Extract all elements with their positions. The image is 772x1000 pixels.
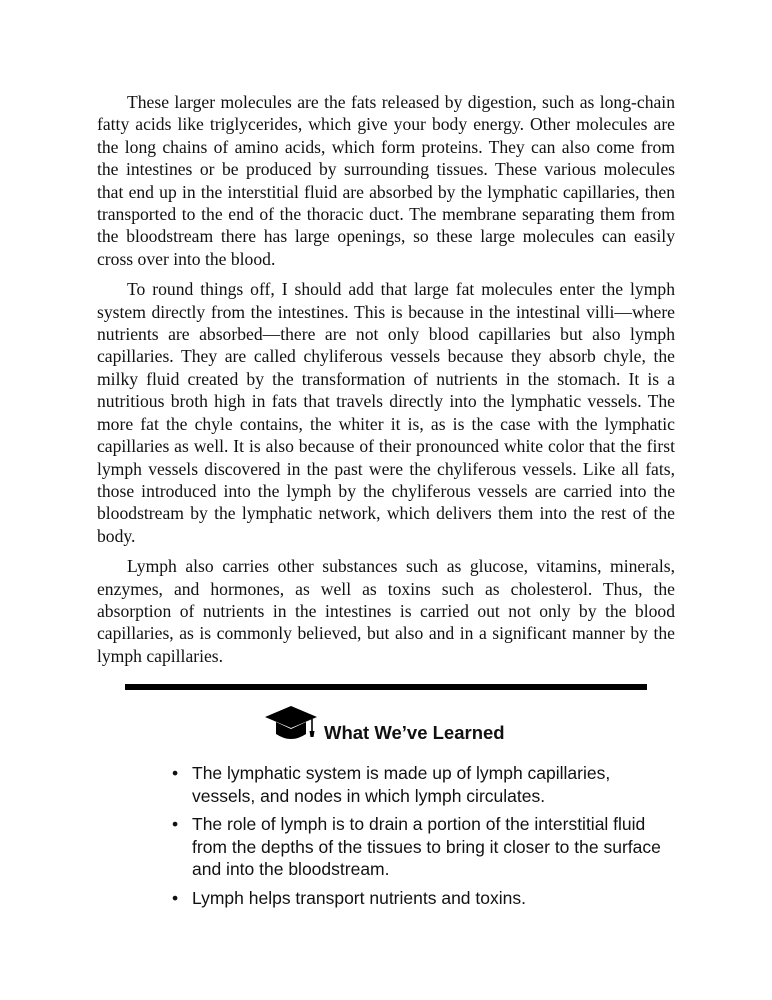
- list-item-text: Lymph helps transport nutrients and toxins.: [192, 887, 526, 908]
- list-item-text: The role of lymph is to drain a portion of the interstitial fluid from the depths of the tissues to bring it closer to the surface and into the bloodstream.: [192, 814, 661, 879]
- bullet-icon: •: [172, 887, 179, 908]
- bullet-icon: •: [172, 814, 179, 834]
- section-title: What We’ve Learned: [324, 722, 505, 743]
- list-item: [172, 813, 662, 881]
- learned-header: [264, 704, 505, 744]
- graduation-cap-icon: [264, 704, 318, 744]
- paragraph: Lymph also carries other substances such as glucose, vitamins, minerals, enzymes, and hormones, as well as toxins such as cholesterol. Thus, the absorption of nutrients in the intestines is carried out not only by the blood capillaries, as is commonly believed, but also and in a significant manner by the lymph capillaries.: [97, 556, 675, 666]
- learned-list: [172, 762, 662, 915]
- list-item-text: The lymphatic system is made up of lymph capillaries, vessels, and nodes in which lymph circulates.: [192, 763, 611, 806]
- paragraph: These larger molecules are the fats released by digestion, such as long-chain fatty acids like triglycerides, which give your body energy. Other molecules are the long chains of amino acids, which form proteins. They can also come from the intestines or be produced by surrounding tissues. These various molecules that end up in the interstitial fluid are absorbed by the lymphatic capillaries, then transported to the end of the thoracic duct. The membrane separating them from the bloodstream there has large openings, so these large molecules can easily cross over into the blood.: [97, 92, 675, 269]
- bullet-icon: •: [172, 763, 179, 783]
- list-item: [172, 887, 662, 910]
- body-text: [97, 91, 675, 675]
- paragraph: To round things off, I should add that large fat molecules enter the lymph system directly from the intestines. This is because in the intestinal villi—where nutrients are absorbed—there are not only blood capillaries but also lymph capillaries. They are called chyliferous vessels because they absorb chyle, the milky fluid created by the transformation of nutrients in the stomach. It is a nutritious broth high in fats that travels directly into the lymphatic vessels. The more fat the chyle contains, the whiter it is, as is the case with the lymphatic capillaries as well. It is also because of their pronounced white color that the first lymph vessels discovered in the past were the chyliferous vessels. Like all fats, those introduced into the lymph by the chyliferous vessels are carried into the bloodstream by the lymphatic network, which delivers them into the rest of the body.: [97, 279, 675, 546]
- list-item: [172, 762, 662, 807]
- section-divider: [125, 684, 647, 690]
